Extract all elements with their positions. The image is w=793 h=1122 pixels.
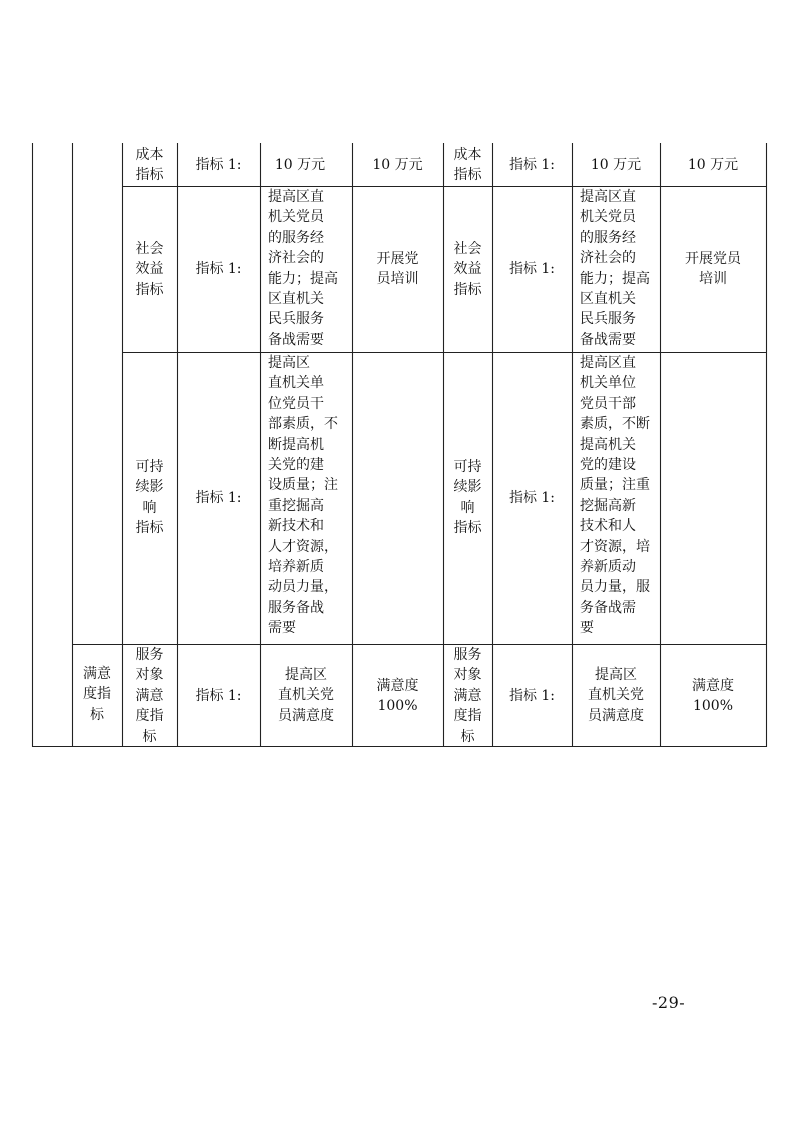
satisfaction-index-left bbox=[177, 686, 260, 706]
sustain-indicator-right-text: 可持 续影 响 指标 bbox=[453, 459, 482, 537]
sustain-value-right bbox=[578, 353, 660, 639]
satisfaction-category-text: 满意 度指 标 bbox=[83, 666, 111, 723]
sustain-indicator-left-text: 可持 续影 响 指标 bbox=[135, 459, 164, 537]
social-target-right-text: 开展党员 培训 bbox=[685, 251, 741, 288]
satisfaction-indicator-left-text: 服务 对象 满意 度指 标 bbox=[135, 647, 164, 745]
social-index-right-text: 指标 1: bbox=[508, 261, 556, 277]
social-value-left bbox=[266, 187, 352, 350]
social-value-right-text: 提高区直 机关党员 的服务经 济社会的 能力；提高 区直机关 民兵服务 备战需要 bbox=[580, 189, 650, 348]
social-indicator-right bbox=[443, 239, 492, 300]
cost-indicator-left-text: 成本 指标 bbox=[135, 147, 164, 184]
cost-target-left bbox=[352, 155, 443, 175]
sustain-value-left-text: 提高区 直机关单 位党员干 部素质，不 断提高机 关党的建 设质量；注 重挖掘高 新技术和 人才资源， 培养新质 动员力量， 服务备战 需要 bbox=[268, 355, 338, 637]
satisfaction-value-left bbox=[260, 665, 352, 726]
satisfaction-index-right bbox=[492, 686, 572, 706]
satisfaction-target-right bbox=[660, 676, 766, 717]
sustain-index-left bbox=[177, 488, 260, 508]
sustain-indicator-left bbox=[122, 457, 177, 539]
cost-indicator-right bbox=[443, 145, 492, 186]
social-index-left bbox=[177, 259, 260, 279]
social-indicator-left-text: 社会 效益 指标 bbox=[135, 241, 164, 298]
cost-value-right-text: 10 万元 bbox=[590, 157, 642, 173]
social-indicator-right-text: 社会 效益 指标 bbox=[453, 241, 482, 298]
cost-value-left-text: 10 万元 bbox=[274, 157, 326, 173]
cost-indicator-right-text: 成本 指标 bbox=[453, 147, 482, 184]
satisfaction-target-right-text: 满意度 100% bbox=[692, 678, 734, 715]
cost-index-right-text: 指标 1: bbox=[508, 157, 556, 173]
satisfaction-target-left bbox=[352, 676, 443, 717]
social-target-right bbox=[660, 249, 766, 290]
satisfaction-indicator-right-text: 服务 对象 满意 度指 标 bbox=[453, 647, 482, 745]
social-target-left-text: 开展党 员培训 bbox=[376, 251, 419, 288]
sustain-index-right bbox=[492, 488, 572, 508]
cost-value-left bbox=[260, 155, 340, 175]
sustain-value-left bbox=[266, 353, 352, 639]
satisfaction-category bbox=[72, 664, 122, 725]
sustain-index-right-text: 指标 1: bbox=[508, 490, 556, 506]
cost-target-right-text: 10 万元 bbox=[687, 157, 739, 173]
page-number: -29- bbox=[652, 993, 686, 1012]
satisfaction-target-left-text: 满意度 100% bbox=[376, 678, 419, 715]
satisfaction-indicator-right bbox=[443, 645, 492, 747]
satisfaction-indicator-left bbox=[122, 645, 177, 747]
social-indicator-left bbox=[122, 239, 177, 300]
social-target-left bbox=[352, 249, 443, 290]
cost-index-left bbox=[177, 155, 260, 175]
sustain-index-left-text: 指标 1: bbox=[195, 490, 242, 506]
cost-index-left-text: 指标 1: bbox=[195, 157, 242, 173]
cost-target-left-text: 10 万元 bbox=[372, 157, 423, 173]
cost-index-right bbox=[492, 155, 572, 175]
cost-indicator-left bbox=[122, 145, 177, 186]
cost-value-right bbox=[572, 155, 660, 175]
social-index-left-text: 指标 1: bbox=[195, 261, 242, 277]
sustain-value-right-text: 提高区直 机关单位 党员干部 素质，不断 提高机关 党的建设 质量；注重 挖掘高新 技术和人 才资源，培 养新质动 员力量，服 务备战需 要 bbox=[580, 355, 650, 637]
satisfaction-value-left-text: 提高区 直机关党 员满意度 bbox=[278, 667, 334, 724]
satisfaction-index-right-text: 指标 1: bbox=[508, 688, 556, 704]
sustain-indicator-right bbox=[443, 457, 492, 539]
social-value-right bbox=[578, 187, 660, 350]
social-index-right bbox=[492, 259, 572, 279]
satisfaction-index-left-text: 指标 1: bbox=[195, 688, 242, 704]
satisfaction-value-right-text: 提高区 直机关党 员满意度 bbox=[588, 667, 644, 724]
social-value-left-text: 提高区直 机关党员 的服务经 济社会的 能力；提高 区直机关 民兵服务 备战需要 bbox=[268, 189, 338, 348]
cost-target-right bbox=[660, 155, 766, 175]
satisfaction-value-right bbox=[572, 665, 660, 726]
